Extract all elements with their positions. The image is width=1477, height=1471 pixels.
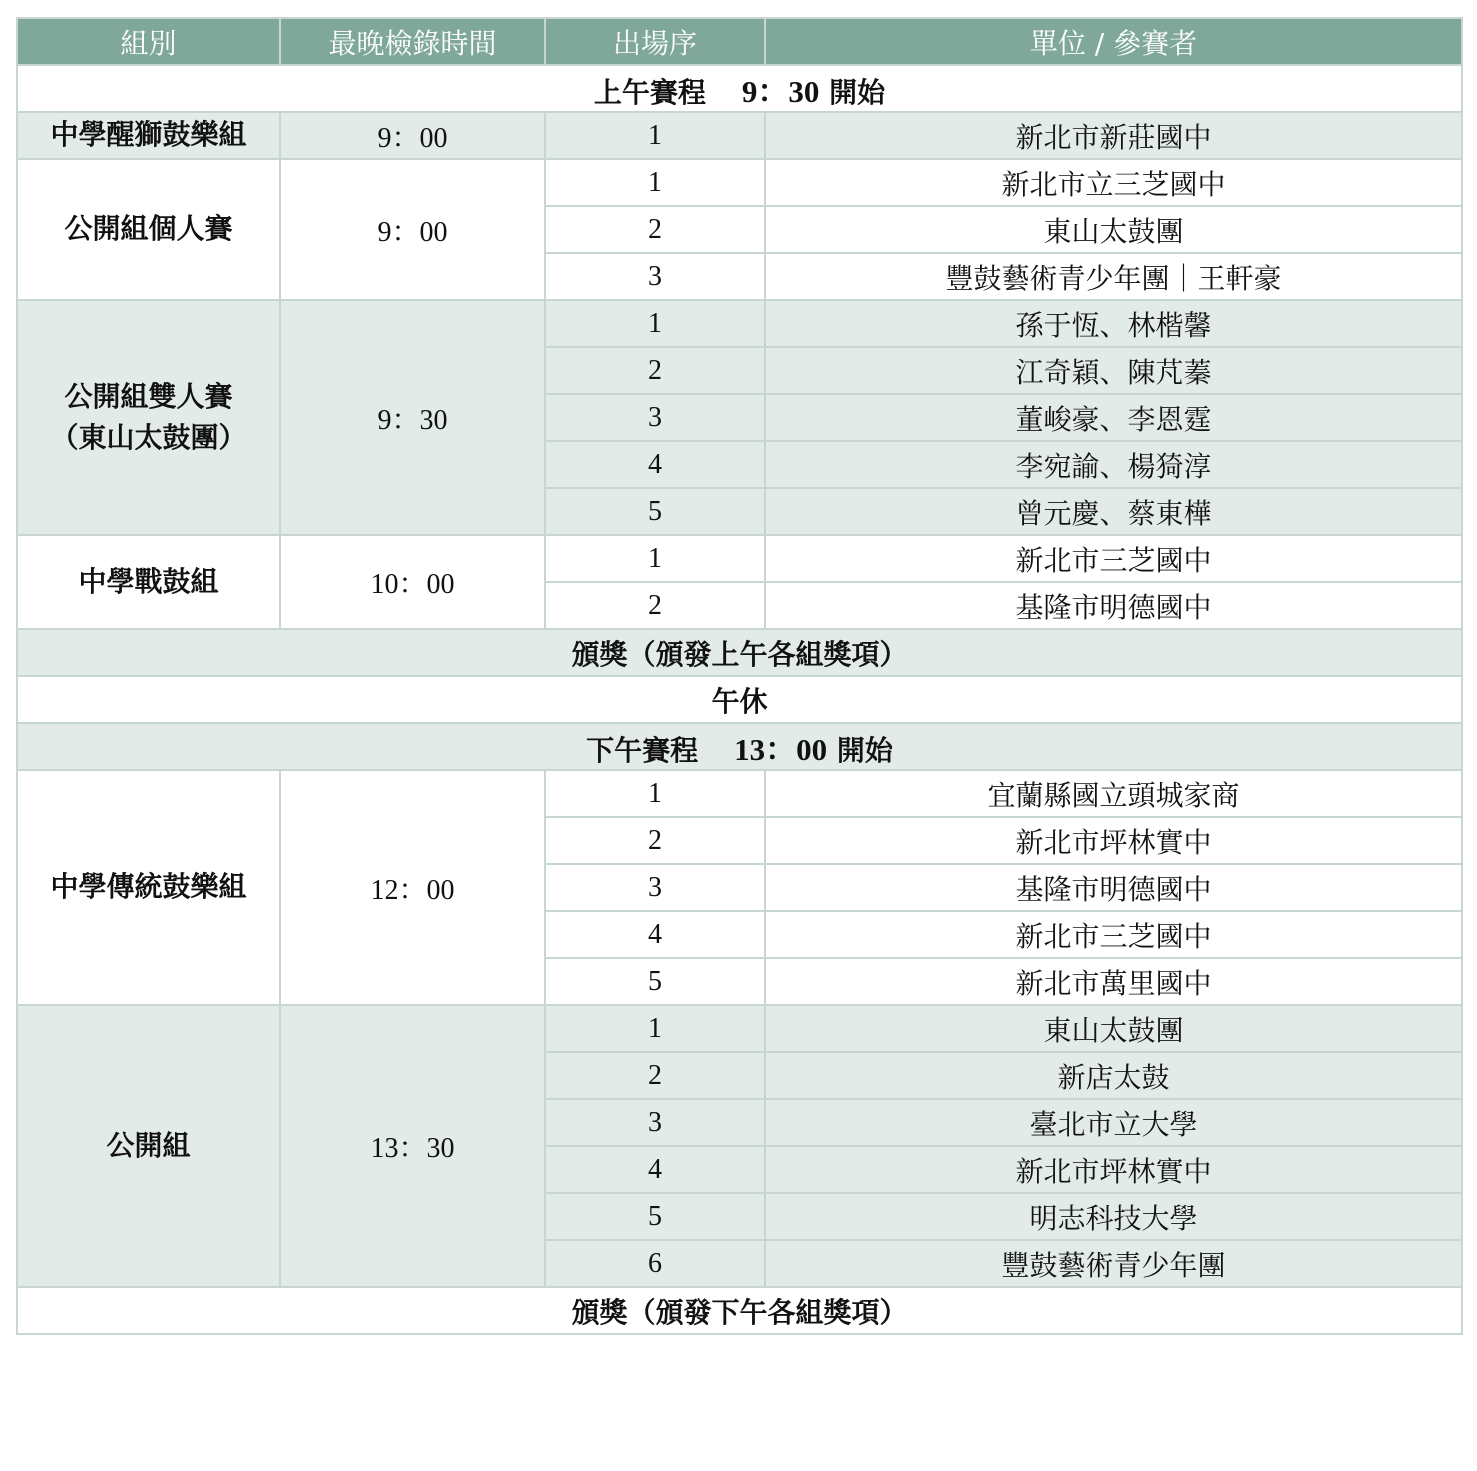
order-number: 1 bbox=[545, 535, 765, 582]
morning-time: 9：30 bbox=[741, 74, 820, 109]
morning-section-title bbox=[17, 65, 1462, 112]
order-number: 3 bbox=[545, 864, 765, 911]
unit-name: 東山太鼓團 bbox=[765, 1005, 1462, 1052]
order-number: 5 bbox=[545, 958, 765, 1005]
morning-suffix: 開始 bbox=[829, 76, 886, 109]
group-name bbox=[17, 300, 280, 535]
order-number: 1 bbox=[545, 112, 765, 159]
unit-name: 江奇穎、陳芃蓁 bbox=[765, 347, 1462, 394]
checkin-time: 9：00 bbox=[280, 159, 545, 300]
order-number: 5 bbox=[545, 488, 765, 535]
group-name-line1: 公開組雙人賽 bbox=[64, 379, 233, 413]
unit-name: 新北市新莊國中 bbox=[765, 112, 1462, 159]
morning-section-row bbox=[17, 65, 1462, 112]
group-name-line2: （東山太鼓團） bbox=[50, 420, 247, 454]
table-row bbox=[17, 535, 1462, 582]
header-order: 出場序 bbox=[545, 18, 765, 65]
header-unit: 單位 / 參賽者 bbox=[765, 18, 1462, 65]
unit-name: 新北市三芝國中 bbox=[765, 535, 1462, 582]
morning-label: 上午賽程 bbox=[593, 76, 706, 109]
group-name: 公開組個人賽 bbox=[17, 159, 280, 300]
award-am: 頒獎（頒發上午各組獎項） bbox=[17, 629, 1462, 676]
table-row bbox=[17, 770, 1462, 817]
table-row bbox=[17, 1005, 1462, 1052]
group-name: 中學傳統鼓樂組 bbox=[17, 770, 280, 1005]
order-number: 3 bbox=[545, 1099, 765, 1146]
checkin-time: 13：30 bbox=[280, 1005, 545, 1287]
unit-name: 孫于恆、林楷馨 bbox=[765, 300, 1462, 347]
checkin-time: 9：30 bbox=[280, 300, 545, 535]
checkin-time: 10：00 bbox=[280, 535, 545, 629]
award-am-row bbox=[17, 629, 1462, 676]
unit-name: 基隆市明德國中 bbox=[765, 582, 1462, 629]
order-number: 1 bbox=[545, 1005, 765, 1052]
unit-name: 新北市坪林實中 bbox=[765, 817, 1462, 864]
afternoon-label: 下午賽程 bbox=[586, 734, 699, 767]
unit-name: 新北市萬里國中 bbox=[765, 958, 1462, 1005]
afternoon-time: 13：00 bbox=[734, 732, 828, 767]
order-number: 2 bbox=[545, 817, 765, 864]
order-number: 3 bbox=[545, 394, 765, 441]
order-number: 4 bbox=[545, 911, 765, 958]
lunch-row bbox=[17, 676, 1462, 723]
order-number: 1 bbox=[545, 300, 765, 347]
order-number: 2 bbox=[545, 1052, 765, 1099]
unit-name: 豐鼓藝術青少年團｜王軒豪 bbox=[765, 253, 1462, 300]
group-name: 中學醒獅鼓樂組 bbox=[17, 112, 280, 159]
unit-name: 東山太鼓團 bbox=[765, 206, 1462, 253]
table-row bbox=[17, 300, 1462, 347]
award-pm: 頒獎（頒發下午各組獎項） bbox=[17, 1287, 1462, 1334]
header-group: 組別 bbox=[17, 18, 280, 65]
group-name: 中學戰鼓組 bbox=[17, 535, 280, 629]
unit-name: 基隆市明德國中 bbox=[765, 864, 1462, 911]
unit-name: 曾元慶、蔡東樺 bbox=[765, 488, 1462, 535]
order-number: 1 bbox=[545, 159, 765, 206]
order-number: 2 bbox=[545, 582, 765, 629]
unit-name: 臺北市立大學 bbox=[765, 1099, 1462, 1146]
schedule-table bbox=[16, 17, 1463, 1335]
order-number: 4 bbox=[545, 1146, 765, 1193]
order-number: 3 bbox=[545, 253, 765, 300]
order-number: 4 bbox=[545, 441, 765, 488]
table-row bbox=[17, 159, 1462, 206]
group-name: 公開組 bbox=[17, 1005, 280, 1287]
header-checkin-time: 最晚檢錄時間 bbox=[280, 18, 545, 65]
order-number: 2 bbox=[545, 347, 765, 394]
order-number: 5 bbox=[545, 1193, 765, 1240]
unit-name: 董峻豪、李恩霆 bbox=[765, 394, 1462, 441]
afternoon-section-title bbox=[17, 723, 1462, 770]
unit-name: 新店太鼓 bbox=[765, 1052, 1462, 1099]
header-row bbox=[17, 18, 1462, 65]
order-number: 6 bbox=[545, 1240, 765, 1287]
lunch-break: 午休 bbox=[17, 676, 1462, 723]
table-row bbox=[17, 112, 1462, 159]
checkin-time: 9：00 bbox=[280, 112, 545, 159]
unit-name: 李宛諭、楊猗淳 bbox=[765, 441, 1462, 488]
order-number: 2 bbox=[545, 206, 765, 253]
unit-name: 豐鼓藝術青少年團 bbox=[765, 1240, 1462, 1287]
order-number: 1 bbox=[545, 770, 765, 817]
unit-name: 宜蘭縣國立頭城家商 bbox=[765, 770, 1462, 817]
unit-name: 新北市三芝國中 bbox=[765, 911, 1462, 958]
afternoon-section-row bbox=[17, 723, 1462, 770]
checkin-time: 12：00 bbox=[280, 770, 545, 1005]
unit-name: 明志科技大學 bbox=[765, 1193, 1462, 1240]
award-pm-row bbox=[17, 1287, 1462, 1334]
unit-name: 新北市立三芝國中 bbox=[765, 159, 1462, 206]
afternoon-suffix: 開始 bbox=[836, 734, 893, 767]
unit-name: 新北市坪林實中 bbox=[765, 1146, 1462, 1193]
